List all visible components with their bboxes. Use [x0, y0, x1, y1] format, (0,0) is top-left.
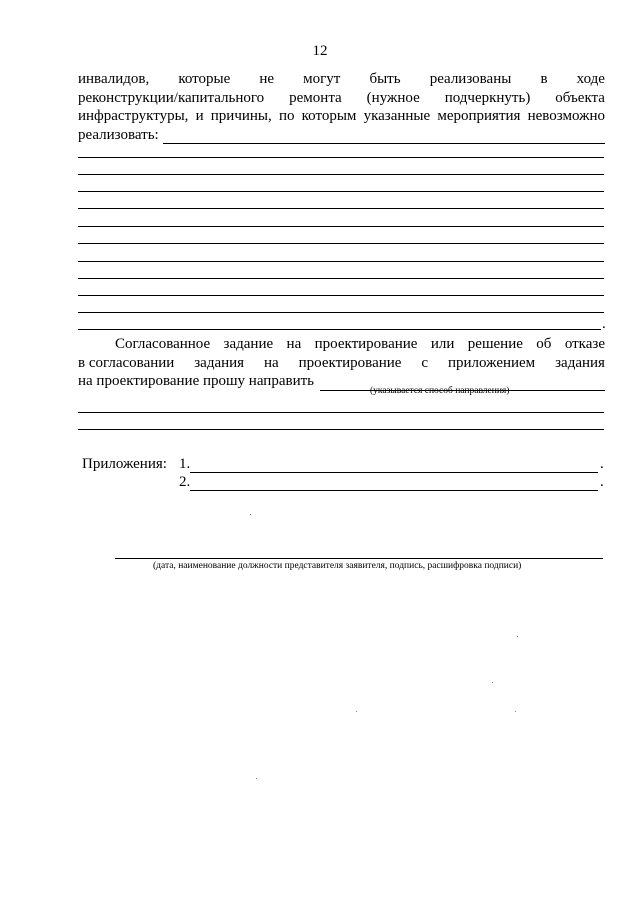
fill-line[interactable]	[78, 412, 604, 413]
scan-speck	[492, 682, 493, 683]
fill-line[interactable]	[78, 278, 604, 279]
fill-line[interactable]	[78, 312, 604, 313]
period: .	[600, 456, 604, 472]
period: .	[600, 474, 604, 490]
fill-line[interactable]	[78, 329, 601, 330]
fill-line[interactable]	[78, 208, 604, 209]
scan-speck	[515, 711, 516, 712]
text-line: реконструкции/капитального ремонта (нужное подчеркнуть) объекта	[78, 89, 605, 106]
paragraph-request	[78, 335, 605, 391]
page-number: 12	[312, 43, 328, 59]
text-line: инвалидов, которые не могут быть реализованы в ходе	[78, 71, 605, 87]
text-line: инфраструктуры, и причины, по которым указанные мероприятия невозможно	[78, 108, 605, 124]
attachment-item-1-field[interactable]	[190, 472, 598, 473]
fill-line[interactable]	[163, 129, 605, 144]
scan-speck	[517, 636, 518, 637]
scan-speck	[256, 778, 257, 779]
text-line: реализовать:	[78, 126, 605, 145]
attachments-label: Приложения:	[82, 456, 167, 472]
fill-line[interactable]	[78, 191, 604, 192]
signature-field[interactable]	[115, 558, 603, 559]
scan-speck	[356, 711, 357, 712]
fill-line[interactable]	[78, 429, 604, 430]
method-caption: (указывается способ направления)	[370, 386, 510, 396]
fill-line[interactable]	[78, 243, 604, 244]
attachment-item-1-number: 1.	[179, 456, 191, 472]
fill-line[interactable]	[78, 226, 604, 227]
text-line: на проектирование прошу направить	[78, 372, 605, 391]
attachment-item-2-number: 2.	[179, 474, 191, 490]
attachment-item-2-field[interactable]	[190, 490, 598, 491]
text-line: в согласовании задания на проектирование с приложением задания	[78, 354, 605, 371]
fill-line[interactable]	[78, 261, 604, 262]
paragraph-reasons	[78, 70, 605, 144]
text-line: Согласованное задание на проектирование или решение об отказе	[115, 336, 605, 352]
fill-line[interactable]	[78, 295, 604, 296]
scan-speck	[250, 514, 251, 515]
fill-line[interactable]	[78, 157, 604, 158]
period: .	[602, 316, 606, 332]
fill-line[interactable]	[78, 174, 604, 175]
signature-caption: (дата, наименование должности представителя заявителя, подпись, расшифровка подписи)	[153, 561, 522, 571]
